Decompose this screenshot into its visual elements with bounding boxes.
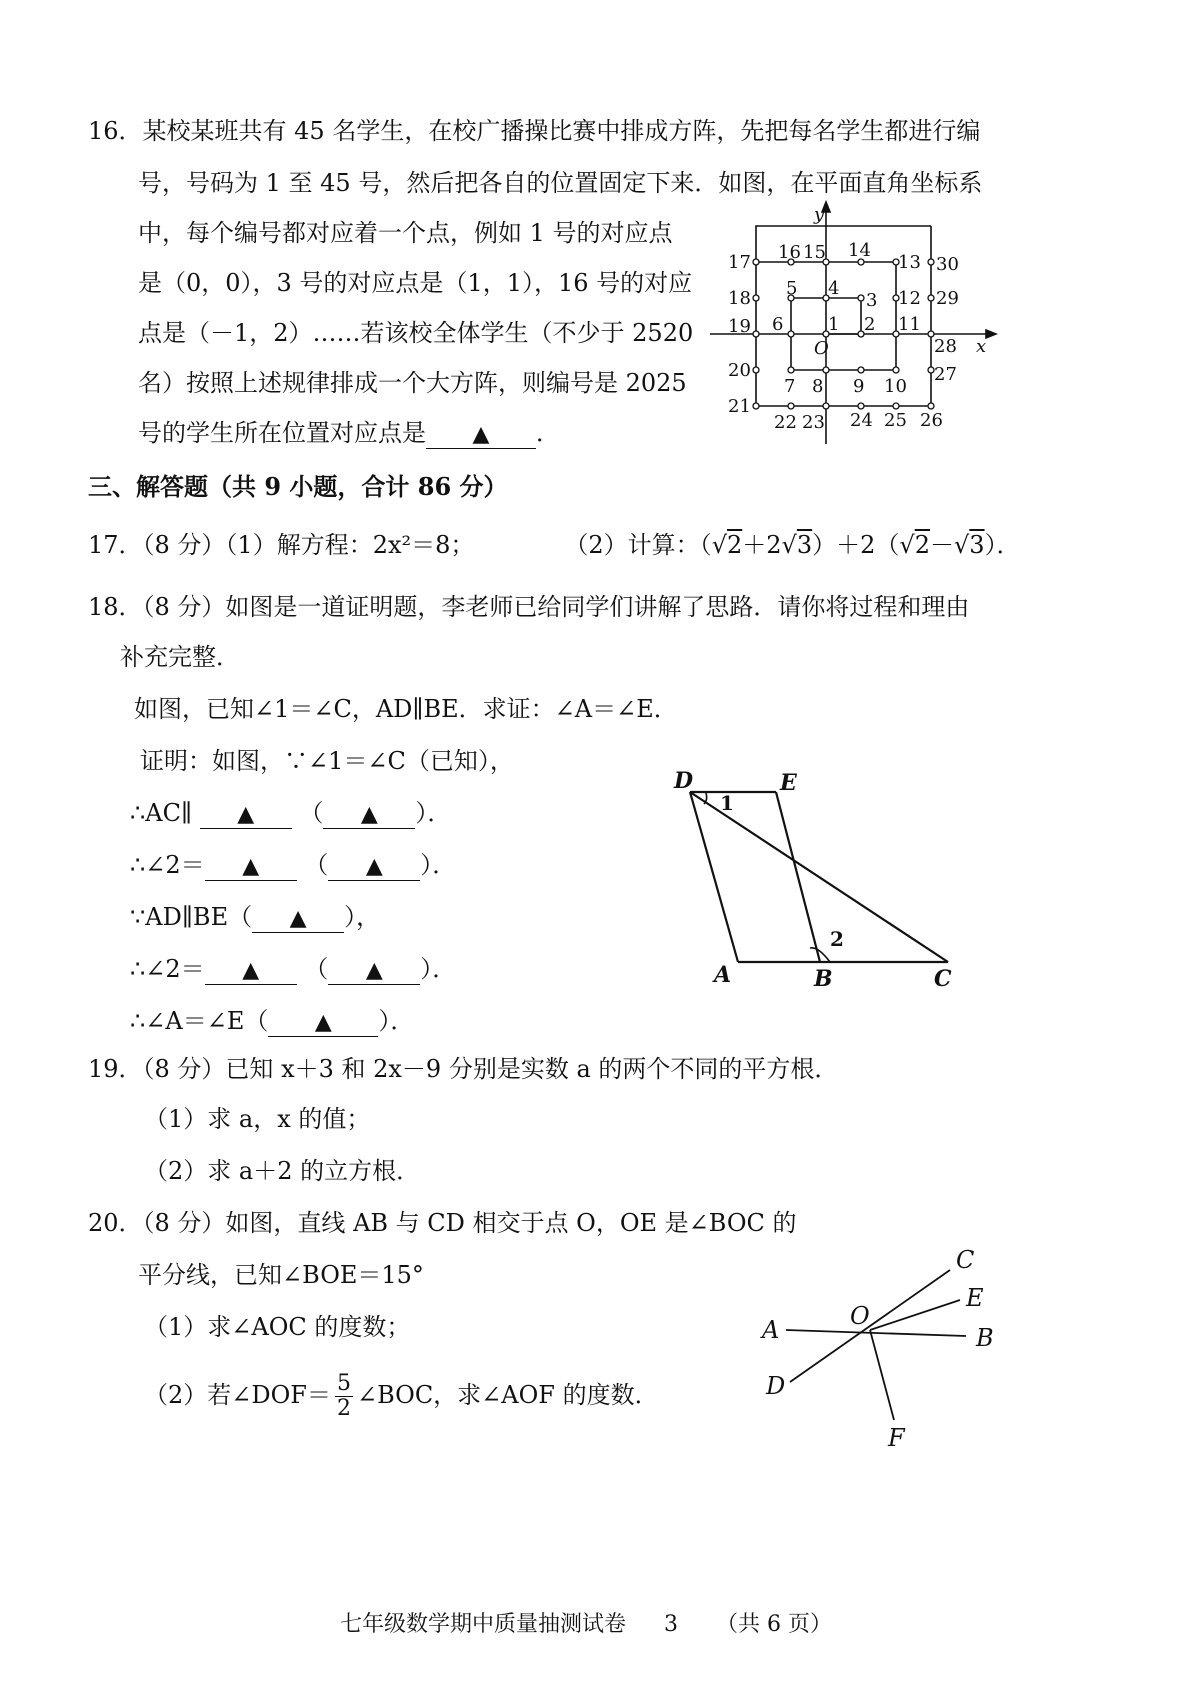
point-label: 21 (728, 396, 751, 417)
point-label: 9 (853, 376, 865, 397)
y-axis-label: y (814, 204, 825, 225)
q16-line2: 号，号码为 1 至 45 号，然后把各自的位置固定下来．如图，在平面直角坐标系 (138, 169, 983, 197)
point-label: 8 (812, 376, 824, 397)
point-label: 14 (848, 240, 871, 261)
point-label: 3 (866, 290, 878, 311)
q18-blank-7[interactable]: ▲ (328, 956, 420, 985)
q19-line1: 19．（8 分）已知 x＋3 和 2x－9 分别是实数 a 的两个不同的平方根． (88, 1055, 839, 1083)
point-label: 30 (936, 254, 959, 275)
point-label: 17 (728, 252, 751, 273)
point-label: 23 (802, 412, 825, 433)
label-D: D (766, 1372, 786, 1400)
segment-EB (776, 792, 820, 962)
point-label: 15 (803, 242, 826, 263)
label-C: C (934, 966, 952, 992)
label-angle-2: 2 (830, 927, 844, 951)
q20-angle-figure (750, 1236, 1010, 1456)
q16-answer-blank[interactable]: ▲ (426, 420, 536, 449)
q18-blank-4[interactable]: ▲ (328, 852, 420, 881)
label-E: E (780, 770, 797, 796)
point-label: 28 (934, 336, 957, 357)
footer-title: 七年级数学期中质量抽测试卷 (340, 1612, 627, 1637)
point-label: 13 (898, 252, 921, 273)
point-label: 19 (728, 316, 751, 337)
point-label: 25 (884, 410, 907, 431)
ray-OF (870, 1330, 894, 1420)
label-B: B (814, 966, 833, 992)
point-label: 10 (884, 376, 907, 397)
footer-total-pages: （共 6 页） (716, 1612, 832, 1637)
q20-part1: （1）求∠AOC 的度数； (144, 1313, 411, 1341)
q16-line5: 点是（－1，2）……若该校全体学生（不少于 2520 (138, 319, 694, 347)
q16-coordinate-figure (706, 198, 998, 448)
q16-line3: 中，每个编号都对应着一个点，例如 1 号的对应点 (138, 219, 673, 247)
point-label: 12 (898, 288, 921, 309)
q18-step5: ∴∠A＝∠E（ ▲ ）． (130, 1007, 415, 1035)
q18-blank-8[interactable]: ▲ (268, 1008, 378, 1037)
q18-step3: ∵AD∥BE（ ▲ ）， (130, 903, 381, 931)
point-label: 4 (828, 278, 840, 299)
point-label: 22 (774, 412, 797, 433)
label-A: A (762, 1316, 780, 1344)
segment-DC (690, 792, 948, 962)
page-footer (340, 1610, 832, 1640)
q19-part1: （1）求 a，x 的值； (144, 1105, 371, 1133)
q18-blank-1[interactable]: ▲ (200, 800, 292, 829)
q17-line: 17．（8 分）（1）解方程：2x²＝8； （2）计算：（√2＋2√3）＋2（√2－√3）． (88, 531, 1021, 559)
label-C: C (956, 1246, 975, 1274)
label-A: A (714, 962, 732, 988)
q16-line4: 是（0，0），3 号的对应点是（1，1），16 号的对应 (138, 269, 693, 297)
q18-proof: 证明：如图，∵∠1＝∠C（已知）， (140, 747, 514, 775)
point-label: 7 (784, 376, 796, 397)
point-label: 6 (772, 314, 784, 335)
line-CD (790, 1270, 950, 1382)
q18-step1: ∴AC∥ ▲ （ ▲ ）． (130, 799, 452, 827)
q18-step4: ∴∠2＝ ▲ （ ▲ ）． (130, 955, 457, 983)
q18-blank-5[interactable]: ▲ (252, 904, 344, 933)
q19-part2: （2）求 a＋2 的立方根． (144, 1157, 421, 1185)
label-E: E (966, 1284, 984, 1312)
point-label: 11 (898, 314, 921, 335)
footer-page-number: 3 (664, 1612, 679, 1637)
point-label: 20 (728, 360, 751, 381)
label-F: F (888, 1424, 905, 1452)
point-label: 2 (864, 314, 876, 335)
point-label: 24 (850, 410, 873, 431)
q18-geometry-figure (660, 760, 980, 1000)
fraction-5-2: $\frac{5}{2}$ (336, 1371, 351, 1421)
point-label: 5 (786, 278, 798, 299)
origin-label: O (814, 338, 829, 359)
q16-line1: 16．某校某班共有 45 名学生，在校广播操比赛中排成方阵，先把每名学生都进行编 (88, 117, 981, 145)
q18-step2: ∴∠2＝ ▲ （ ▲ ）． (130, 851, 457, 879)
point-label: 26 (920, 410, 943, 431)
q16-line6: 名）按照上述规律排成一个大方阵，则编号是 2025 (138, 369, 687, 397)
line-AB (786, 1330, 966, 1336)
q20-line2: 平分线，已知∠BOE＝15° (138, 1261, 424, 1289)
q20-line1: 20．（8 分）如图，直线 AB 与 CD 相交于点 O，OE 是∠BOC 的 (88, 1209, 797, 1237)
q18-blank-3[interactable]: ▲ (205, 852, 297, 881)
q18-line1: 18．（8 分）如图是一道证明题，李老师已给同学们讲解了思路．请你将过程和理由 (88, 593, 970, 621)
label-O: O (850, 1302, 870, 1330)
point-label: 18 (728, 288, 751, 309)
segment-DA (690, 792, 738, 962)
q16-line7: 号的学生所在位置对应点是 ▲ ． (138, 419, 560, 447)
q18-blank-2[interactable]: ▲ (323, 800, 415, 829)
section3-title: 三、解答题（共 9 小题，合计 86 分） (88, 472, 508, 501)
q20-part2: （2）若∠DOF＝ $\frac{5}{2}$ ∠BOC，求∠AOF 的度数． (144, 1371, 659, 1421)
x-axis-label: x (976, 336, 987, 357)
point-label: 1 (828, 314, 840, 335)
ray-OE (870, 1300, 960, 1330)
q18-blank-6[interactable]: ▲ (205, 956, 297, 985)
point-label: 27 (934, 364, 957, 385)
point-label: 29 (936, 288, 959, 309)
label-D: D (674, 768, 694, 794)
point-label: 16 (778, 242, 801, 263)
q18-given: 如图，已知∠1＝∠C，AD∥BE．求证：∠A＝∠E． (134, 695, 678, 723)
label-angle-1: 1 (720, 791, 734, 815)
label-B: B (976, 1324, 994, 1352)
q16-line7-text: 号的学生所在位置对应点是 (138, 419, 426, 447)
q18-line2: 补充完整． (120, 643, 240, 671)
